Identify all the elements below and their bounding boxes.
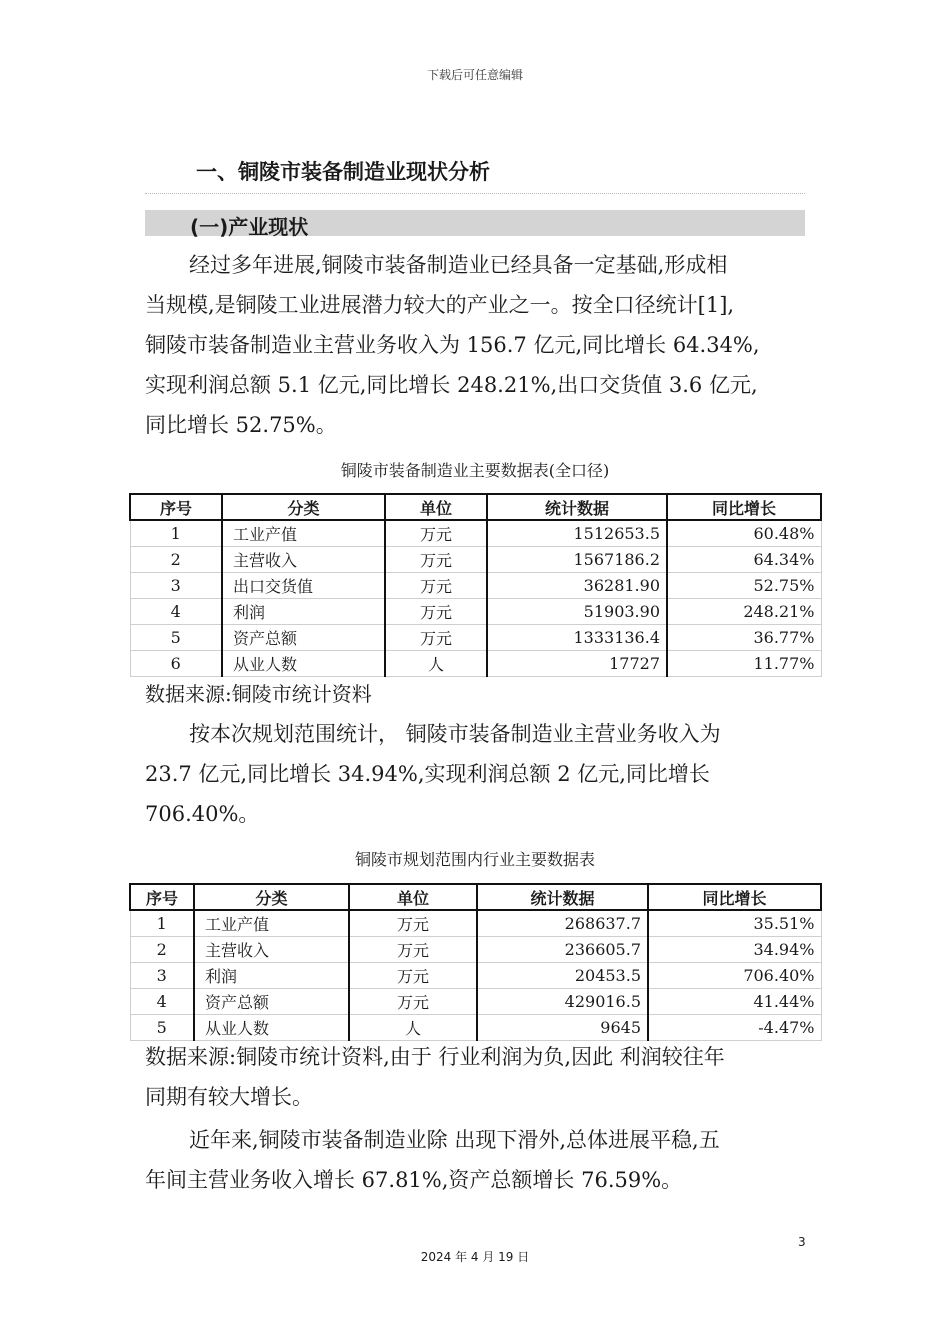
cell-growth: 52.75% <box>667 573 821 599</box>
cell-growth: 64.34% <box>667 547 821 573</box>
table-row <box>130 651 821 677</box>
col-header: 同比增长 <box>667 494 821 520</box>
cell-value: 429016.5 <box>477 989 648 1015</box>
cell-category: 从业人数 <box>222 651 385 677</box>
cell-category: 利润 <box>194 963 349 989</box>
text-line: 同期有较大增长。 <box>145 1085 313 1109</box>
table1-source: 数据来源:铜陵市统计资料 <box>145 682 372 706</box>
col-header: 序号 <box>130 494 222 520</box>
cell-category: 主营收入 <box>222 547 385 573</box>
cell-growth: 34.94% <box>648 937 821 963</box>
text-line: 按本次规划范围统计， 铜陵市装备制造业主营业务收入为 <box>189 722 721 746</box>
cell-value: 268637.7 <box>477 910 648 937</box>
cell-unit: 人 <box>349 1015 477 1041</box>
col-header: 分类 <box>222 494 385 520</box>
text-line: 同比增长 52.75%。 <box>145 413 337 437</box>
cell-growth: 706.40% <box>648 963 821 989</box>
cell-unit: 万元 <box>349 910 477 937</box>
cell-category: 工业产值 <box>194 910 349 937</box>
table-header-row <box>130 494 821 520</box>
footer-date: 2024 年 4 月 19 日 <box>420 1250 530 1264</box>
text-line: 23.7 亿元,同比增长 34.94%,实现利润总额 2 亿元,同比增长 <box>145 762 710 786</box>
table-row <box>130 963 821 989</box>
text-line: 数据来源:铜陵市统计资料,由于 行业利润为负,因此 利润较往年 <box>145 1045 725 1069</box>
table-row <box>130 520 821 547</box>
table-row <box>130 989 821 1015</box>
col-header: 单位 <box>385 494 487 520</box>
cell-value: 51903.90 <box>487 599 667 625</box>
table1-caption: 铜陵市装备制造业主要数据表(全口径) <box>340 461 610 480</box>
text-line: 铜陵市装备制造业主营业务收入为 156.7 亿元,同比增长 64.34%, <box>145 333 760 357</box>
table2-source <box>145 1037 807 1117</box>
cell-value: 1333136.4 <box>487 625 667 651</box>
cell-unit: 万元 <box>349 963 477 989</box>
cell-index: 5 <box>130 625 222 651</box>
cell-growth: 248.21% <box>667 599 821 625</box>
col-header: 同比增长 <box>648 884 821 910</box>
cell-category: 工业产值 <box>222 520 385 547</box>
table-row <box>130 573 821 599</box>
col-header: 序号 <box>130 884 194 910</box>
cell-value: 236605.7 <box>477 937 648 963</box>
col-header: 统计数据 <box>477 884 648 910</box>
table2-caption: 铜陵市规划范围内行业主要数据表 <box>354 850 595 869</box>
cell-index: 2 <box>130 547 222 573</box>
cell-value: 20453.5 <box>477 963 648 989</box>
col-header: 单位 <box>349 884 477 910</box>
text-line: 经过多年进展,铜陵市装备制造业已经具备一定基础,形成相 <box>189 253 728 277</box>
intro-paragraph <box>145 245 807 445</box>
cell-growth: 41.44% <box>648 989 821 1015</box>
cell-value: 36281.90 <box>487 573 667 599</box>
heading-divider <box>145 193 805 194</box>
cell-category: 主营收入 <box>194 937 349 963</box>
cell-growth: 11.77% <box>667 651 821 677</box>
header-note: 下载后可任意编辑 <box>426 68 523 82</box>
table-header-row <box>130 884 821 910</box>
cell-index: 3 <box>130 573 222 599</box>
cell-index: 3 <box>130 963 194 989</box>
cell-unit: 万元 <box>385 573 487 599</box>
cell-index: 4 <box>130 599 222 625</box>
table2 <box>129 883 822 1041</box>
text-line: 实现利润总额 5.1 亿元,同比增长 248.21%,出口交货值 3.6 亿元, <box>145 373 758 397</box>
cell-value: 1512653.5 <box>487 520 667 547</box>
table1 <box>129 493 822 677</box>
cell-category: 利润 <box>222 599 385 625</box>
cell-unit: 万元 <box>349 937 477 963</box>
cell-category: 资产总额 <box>194 989 349 1015</box>
table-row <box>130 625 821 651</box>
cell-category: 资产总额 <box>222 625 385 651</box>
cell-unit: 万元 <box>385 520 487 547</box>
cell-unit: 万元 <box>385 599 487 625</box>
cell-value: 1567186.2 <box>487 547 667 573</box>
subsection-heading: (一)产业现状 <box>190 215 309 239</box>
scope-paragraph <box>145 714 807 834</box>
table-row <box>130 937 821 963</box>
text-line: 706.40%。 <box>145 802 260 826</box>
table-row <box>130 547 821 573</box>
cell-growth: 60.48% <box>667 520 821 547</box>
col-header: 分类 <box>194 884 349 910</box>
text-line: 年间主营业务收入增长 67.81%,资产总额增长 76.59%。 <box>145 1168 683 1192</box>
col-header: 统计数据 <box>487 494 667 520</box>
cell-category: 从业人数 <box>194 1015 349 1041</box>
cell-unit: 万元 <box>385 625 487 651</box>
cell-index: 1 <box>130 910 194 937</box>
cell-value: 17727 <box>487 651 667 677</box>
text-line: 当规模,是铜陵工业进展潜力较大的产业之一。按全口径统计[1], <box>145 293 735 317</box>
cell-growth: -4.47% <box>648 1015 821 1041</box>
cell-index: 2 <box>130 937 194 963</box>
cell-index: 1 <box>130 520 222 547</box>
trend-paragraph <box>145 1120 807 1200</box>
page-number: 3 <box>798 1235 806 1249</box>
cell-unit: 万元 <box>385 547 487 573</box>
cell-growth: 36.77% <box>667 625 821 651</box>
cell-unit: 万元 <box>349 989 477 1015</box>
section-heading: 一、铜陵市装备制造业现状分析 <box>196 160 490 184</box>
cell-index: 5 <box>130 1015 194 1041</box>
table-row <box>130 599 821 625</box>
cell-growth: 35.51% <box>648 910 821 937</box>
cell-category: 出口交货值 <box>222 573 385 599</box>
cell-unit: 人 <box>385 651 487 677</box>
cell-index: 4 <box>130 989 194 1015</box>
cell-value: 9645 <box>477 1015 648 1041</box>
table-row <box>130 910 821 937</box>
cell-index: 6 <box>130 651 222 677</box>
text-line: 近年来,铜陵市装备制造业除 出现下滑外,总体进展平稳,五 <box>189 1128 720 1152</box>
